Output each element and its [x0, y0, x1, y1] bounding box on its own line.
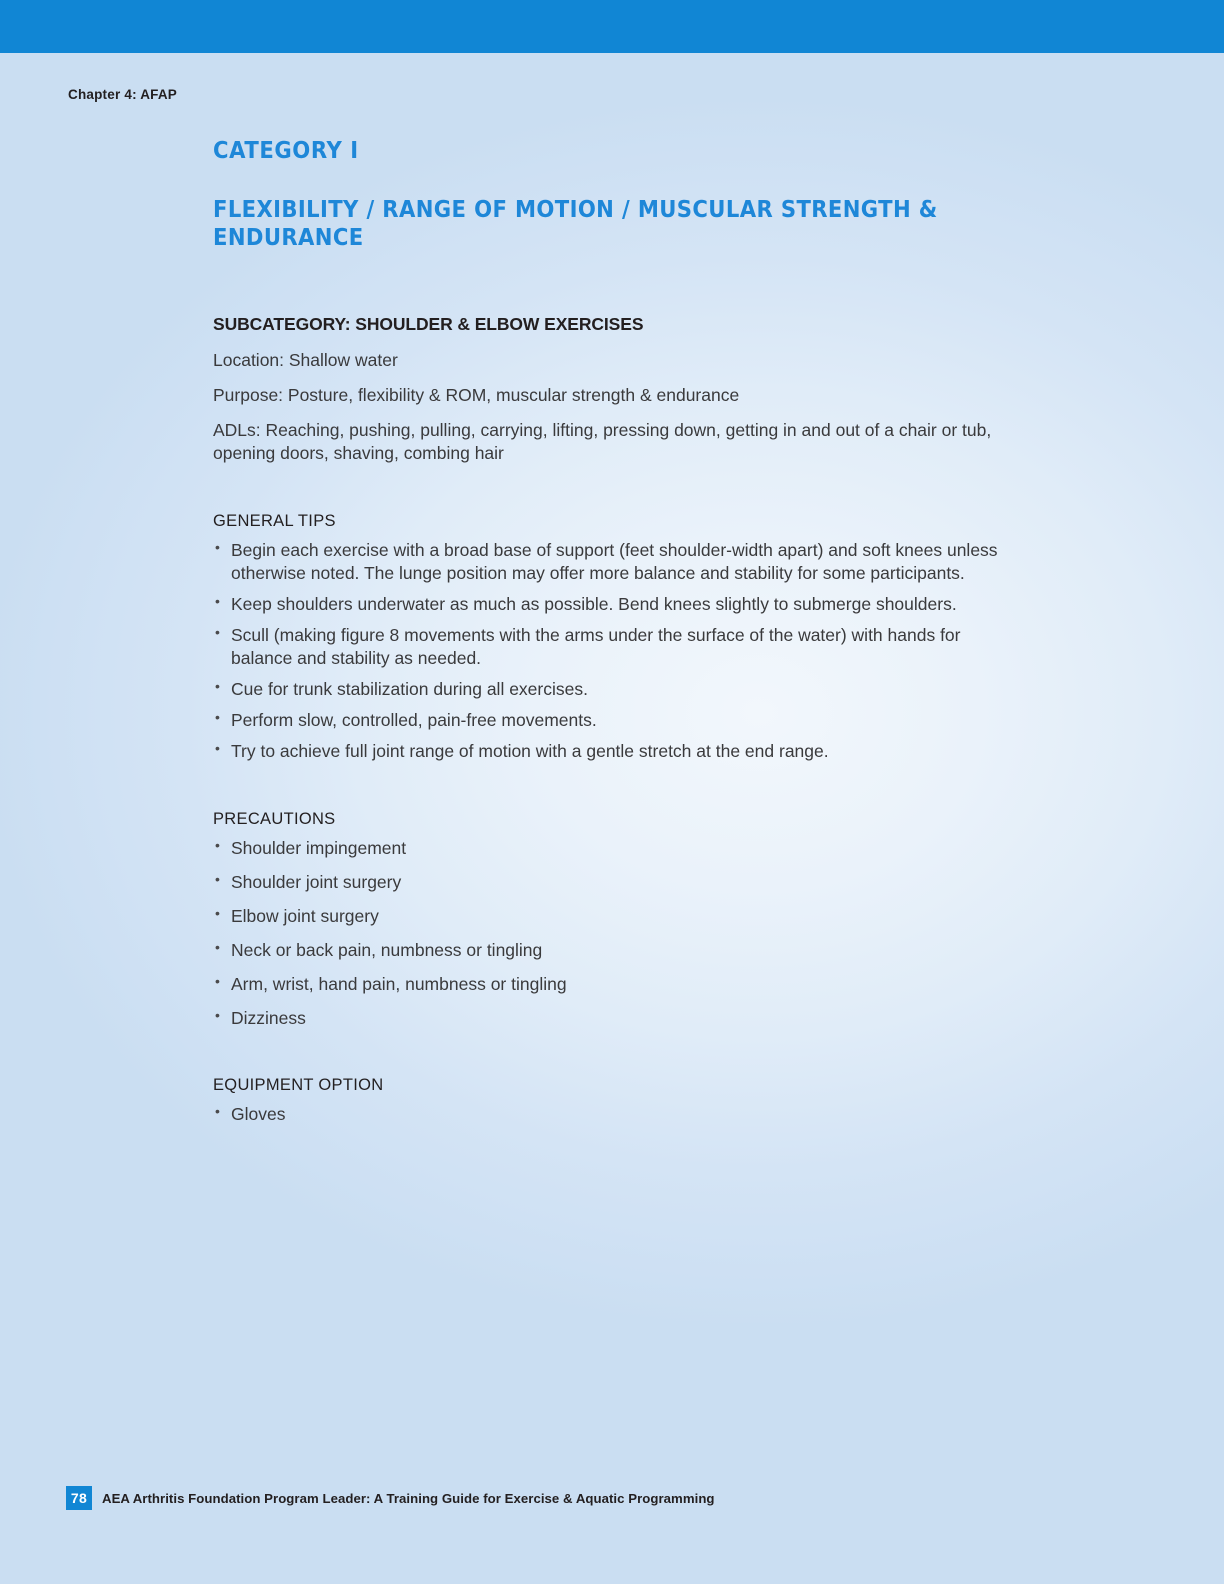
general-tips-heading: GENERAL TIPS [213, 511, 336, 530]
purpose-line: Purpose: Posture, flexibility & ROM, muscular strength & endurance [213, 384, 740, 405]
general-tips-section [213, 512, 1003, 764]
chapter-label: Chapter 4: AFAP [68, 87, 178, 102]
adls-line: ADLs: Reaching, pushing, pulling, carrying, lifting, pressing down, getting in and out of a chair or tub, opening doors, shaving, combing hair [213, 420, 992, 464]
list-item: • Perform slow, controlled, pain-free movements. [213, 709, 1003, 732]
list-item: • Shoulder joint surgery [213, 871, 1003, 894]
page-number-badge: 78 [66, 1486, 92, 1510]
general-tips-list [213, 539, 1003, 764]
list-item: • Gloves [213, 1103, 1003, 1126]
list-item: • Cue for trunk stabilization during all exercises. [213, 678, 1003, 701]
list-item: • Begin each exercise with a broad base of support (feet shoulder-width apart) and soft knees unless otherwise noted. The lunge position may offer more balance and stability for some participants. [213, 539, 1003, 585]
subcategory-block [213, 314, 1003, 466]
equipment-option-list [213, 1103, 1003, 1126]
header-bar [0, 0, 1224, 53]
footer-title: AEA Arthritis Foundation Program Leader: A Training Guide for Exercise & Aquatic Programming [102, 1490, 715, 1506]
page-footer [66, 1486, 715, 1510]
precautions-section [213, 810, 1003, 1031]
list-item: • Dizziness [213, 1007, 1003, 1030]
list-item: • Neck or back pain, numbness or tingling [213, 939, 1003, 962]
list-item: • Elbow joint surgery [213, 905, 1003, 928]
list-item: • Arm, wrist, hand pain, numbness or tingling [213, 973, 1003, 996]
equipment-option-section [213, 1076, 1003, 1126]
precautions-heading: PRECAUTIONS [213, 809, 336, 828]
location-line: Location: Shallow water [213, 349, 398, 370]
category-title: CATEGORY I [213, 138, 359, 164]
list-item: • Scull (making figure 8 movements with the arms under the surface of the water) with hands for balance and stability as needed. [213, 624, 1003, 670]
list-item: • Keep shoulders underwater as much as possible. Bend knees slightly to submerge shoulders. [213, 593, 1003, 616]
precautions-list [213, 837, 1003, 1031]
list-item: • Shoulder impingement [213, 837, 1003, 860]
list-item: • Try to achieve full joint range of motion with a gentle stretch at the end range. [213, 740, 1003, 763]
subcategory-heading: SUBCATEGORY: SHOULDER & ELBOW EXERCISES [213, 313, 644, 334]
category-subtitle: FLEXIBILITY / RANGE OF MOTION / MUSCULAR STRENGTH & ENDURANCE [213, 196, 938, 251]
page-content [213, 138, 1003, 1137]
equipment-option-heading: EQUIPMENT OPTION [213, 1076, 384, 1095]
